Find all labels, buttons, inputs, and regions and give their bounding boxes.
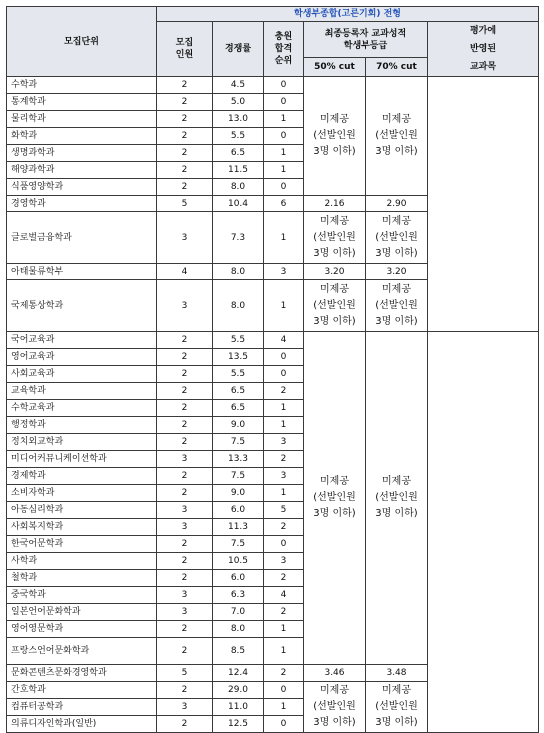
fill-rank-cell: 0 <box>264 682 304 699</box>
unit-name: 정치외교학과 <box>7 434 157 451</box>
competition-rate-cell: 7.3 <box>213 212 264 264</box>
unit-name: 화학과 <box>7 128 157 145</box>
unit-name: 국제통상학과 <box>7 280 157 332</box>
cut-70-cell: 3.20 <box>366 264 428 280</box>
unit-name: 행정학과 <box>7 417 157 434</box>
quota-cell: 2 <box>157 468 213 485</box>
unit-name: 중국학과 <box>7 587 157 604</box>
quota-cell: 3 <box>157 451 213 468</box>
header-subjects: 평가에 반영된 교과목 <box>428 22 539 77</box>
fill-rank-cell: 0 <box>264 128 304 145</box>
quota-cell: 2 <box>157 111 213 128</box>
unit-name: 프랑스언어문화학과 <box>7 638 157 665</box>
subjects-cell <box>428 77 539 332</box>
cut-50-cell: 3.46 <box>304 665 366 682</box>
quota-cell: 2 <box>157 570 213 587</box>
competition-rate-cell: 8.0 <box>213 264 264 280</box>
cut-50-not-provided: 미제공 (선발인원 3명 이하) <box>304 682 366 733</box>
quota-cell: 5 <box>157 196 213 212</box>
fill-rank-cell: 2 <box>264 451 304 468</box>
unit-name: 수학과 <box>7 77 157 94</box>
quota-cell: 3 <box>157 280 213 332</box>
admission-results-table <box>6 6 539 733</box>
quota-cell: 2 <box>157 434 213 451</box>
table-body <box>7 77 539 733</box>
unit-name: 국어교육과 <box>7 332 157 349</box>
quota-cell: 2 <box>157 536 213 553</box>
unit-name: 아태물류학부 <box>7 264 157 280</box>
cut-50-cell: 2.16 <box>304 196 366 212</box>
fill-rank-cell: 2 <box>264 665 304 682</box>
competition-rate-cell: 4.5 <box>213 77 264 94</box>
cut-70-cell: 3.48 <box>366 665 428 682</box>
unit-name: 사회교육과 <box>7 366 157 383</box>
competition-rate-cell: 13.5 <box>213 349 264 366</box>
quota-cell: 2 <box>157 553 213 570</box>
fill-rank-cell: 1 <box>264 638 304 665</box>
unit-name: 식품영양학과 <box>7 179 157 196</box>
quota-cell: 5 <box>157 665 213 682</box>
fill-rank-cell: 2 <box>264 519 304 536</box>
quota-cell: 2 <box>157 621 213 638</box>
competition-rate-cell: 5.5 <box>213 128 264 145</box>
header-competition-rate: 경쟁률 <box>213 22 264 77</box>
quota-cell: 2 <box>157 366 213 383</box>
competition-rate-cell: 6.0 <box>213 502 264 519</box>
unit-name: 사학과 <box>7 553 157 570</box>
fill-rank-cell: 2 <box>264 383 304 400</box>
quota-cell: 2 <box>157 179 213 196</box>
fill-rank-cell: 1 <box>264 111 304 128</box>
unit-name: 해양과학과 <box>7 162 157 179</box>
fill-rank-cell: 3 <box>264 434 304 451</box>
unit-name: 사회복지학과 <box>7 519 157 536</box>
quota-cell: 2 <box>157 94 213 111</box>
competition-rate-cell: 6.3 <box>213 587 264 604</box>
fill-rank-cell: 6 <box>264 196 304 212</box>
fill-rank-cell: 4 <box>264 332 304 349</box>
competition-rate-cell: 5.0 <box>213 94 264 111</box>
quota-cell: 2 <box>157 383 213 400</box>
unit-name: 통계학과 <box>7 94 157 111</box>
competition-rate-cell: 7.0 <box>213 604 264 621</box>
competition-rate-cell: 8.5 <box>213 638 264 665</box>
unit-name: 경영학과 <box>7 196 157 212</box>
competition-rate-cell: 13.0 <box>213 111 264 128</box>
competition-rate-cell: 29.0 <box>213 682 264 699</box>
cut-70-not-provided: 미제공 (선발인원 3명 이하) <box>366 77 428 196</box>
header-quota: 모집 인원 <box>157 22 213 77</box>
quota-cell: 3 <box>157 212 213 264</box>
competition-rate-cell: 6.5 <box>213 383 264 400</box>
fill-rank-cell: 1 <box>264 280 304 332</box>
unit-name: 경제학과 <box>7 468 157 485</box>
fill-rank-cell: 1 <box>264 621 304 638</box>
competition-rate-cell: 5.5 <box>213 332 264 349</box>
fill-rank-cell: 0 <box>264 716 304 733</box>
fill-rank-cell: 4 <box>264 587 304 604</box>
quota-cell: 2 <box>157 716 213 733</box>
unit-name: 영어교육과 <box>7 349 157 366</box>
unit-name: 컴퓨터공학과 <box>7 699 157 716</box>
fill-rank-cell: 1 <box>264 485 304 502</box>
header-cut-70: 70% cut <box>366 58 428 77</box>
competition-rate-cell: 8.0 <box>213 280 264 332</box>
cut-50-not-provided: 미제공 (선발인원 3명 이하) <box>304 332 366 665</box>
quota-cell: 2 <box>157 128 213 145</box>
unit-name: 한국어문학과 <box>7 536 157 553</box>
quota-cell: 2 <box>157 77 213 94</box>
unit-name: 수학교육과 <box>7 400 157 417</box>
quota-cell: 2 <box>157 417 213 434</box>
cut-50-not-provided: 미제공 (선발인원 3명 이하) <box>304 280 366 332</box>
competition-rate-cell: 5.5 <box>213 366 264 383</box>
fill-rank-cell: 0 <box>264 536 304 553</box>
header-cut-50: 50% cut <box>304 58 366 77</box>
competition-rate-cell: 7.5 <box>213 468 264 485</box>
unit-name: 소비자학과 <box>7 485 157 502</box>
quota-cell: 3 <box>157 699 213 716</box>
header-admission-type: 학생부종합(고른기회) 전형 <box>157 7 539 22</box>
fill-rank-cell: 0 <box>264 77 304 94</box>
header-grade: 최종등록자 교과성적 학생부등급 <box>304 22 428 58</box>
quota-cell: 3 <box>157 519 213 536</box>
unit-name: 의류디자인학과(일반) <box>7 716 157 733</box>
table-row <box>7 77 539 94</box>
unit-name: 물리학과 <box>7 111 157 128</box>
unit-name: 글로벌금융학과 <box>7 212 157 264</box>
fill-rank-cell: 3 <box>264 468 304 485</box>
fill-rank-cell: 0 <box>264 94 304 111</box>
unit-name: 교육학과 <box>7 383 157 400</box>
competition-rate-cell: 10.4 <box>213 196 264 212</box>
table-row <box>7 332 539 349</box>
header-fill-rank: 충원 합격 순위 <box>264 22 304 77</box>
competition-rate-cell: 7.5 <box>213 536 264 553</box>
fill-rank-cell: 0 <box>264 179 304 196</box>
competition-rate-cell: 11.0 <box>213 699 264 716</box>
competition-rate-cell: 9.0 <box>213 485 264 502</box>
quota-cell: 2 <box>157 349 213 366</box>
fill-rank-cell: 1 <box>264 212 304 264</box>
cut-50-not-provided: 미제공 (선발인원 3명 이하) <box>304 77 366 196</box>
competition-rate-cell: 10.5 <box>213 553 264 570</box>
subjects-cell <box>428 332 539 733</box>
competition-rate-cell: 12.4 <box>213 665 264 682</box>
fill-rank-cell: 1 <box>264 162 304 179</box>
quota-cell: 3 <box>157 604 213 621</box>
cut-50-not-provided: 미제공 (선발인원 3명 이하) <box>304 212 366 264</box>
cut-70-not-provided: 미제공 (선발인원 3명 이하) <box>366 212 428 264</box>
competition-rate-cell: 9.0 <box>213 417 264 434</box>
competition-rate-cell: 12.5 <box>213 716 264 733</box>
competition-rate-cell: 6.5 <box>213 145 264 162</box>
quota-cell: 2 <box>157 485 213 502</box>
quota-cell: 3 <box>157 587 213 604</box>
competition-rate-cell: 7.5 <box>213 434 264 451</box>
fill-rank-cell: 2 <box>264 604 304 621</box>
fill-rank-cell: 1 <box>264 417 304 434</box>
cut-70-not-provided: 미제공 (선발인원 3명 이하) <box>366 280 428 332</box>
unit-name: 생명과학과 <box>7 145 157 162</box>
cut-70-not-provided: 미제공 (선발인원 3명 이하) <box>366 682 428 733</box>
quota-cell: 2 <box>157 162 213 179</box>
unit-name: 간호학과 <box>7 682 157 699</box>
unit-name: 아동심리학과 <box>7 502 157 519</box>
cut-70-not-provided: 미제공 (선발인원 3명 이하) <box>366 332 428 665</box>
competition-rate-cell: 8.0 <box>213 621 264 638</box>
fill-rank-cell: 1 <box>264 699 304 716</box>
fill-rank-cell: 2 <box>264 570 304 587</box>
unit-name: 영어영문학과 <box>7 621 157 638</box>
header-unit: 모집단위 <box>7 7 157 77</box>
fill-rank-cell: 5 <box>264 502 304 519</box>
quota-cell: 3 <box>157 502 213 519</box>
cut-70-cell: 2.90 <box>366 196 428 212</box>
unit-name: 일본언어문화학과 <box>7 604 157 621</box>
fill-rank-cell: 3 <box>264 264 304 280</box>
competition-rate-cell: 11.3 <box>213 519 264 536</box>
fill-rank-cell: 1 <box>264 400 304 417</box>
fill-rank-cell: 0 <box>264 366 304 383</box>
competition-rate-cell: 13.3 <box>213 451 264 468</box>
quota-cell: 2 <box>157 332 213 349</box>
fill-rank-cell: 0 <box>264 349 304 366</box>
quota-cell: 2 <box>157 638 213 665</box>
competition-rate-cell: 6.0 <box>213 570 264 587</box>
competition-rate-cell: 8.0 <box>213 179 264 196</box>
unit-name: 철학과 <box>7 570 157 587</box>
quota-cell: 2 <box>157 145 213 162</box>
quota-cell: 2 <box>157 400 213 417</box>
quota-cell: 4 <box>157 264 213 280</box>
cut-50-cell: 3.20 <box>304 264 366 280</box>
competition-rate-cell: 11.5 <box>213 162 264 179</box>
competition-rate-cell: 6.5 <box>213 400 264 417</box>
fill-rank-cell: 3 <box>264 553 304 570</box>
unit-name: 문화콘텐츠문화경영학과 <box>7 665 157 682</box>
fill-rank-cell: 1 <box>264 145 304 162</box>
unit-name: 미디어커뮤니케이션학과 <box>7 451 157 468</box>
quota-cell: 2 <box>157 682 213 699</box>
